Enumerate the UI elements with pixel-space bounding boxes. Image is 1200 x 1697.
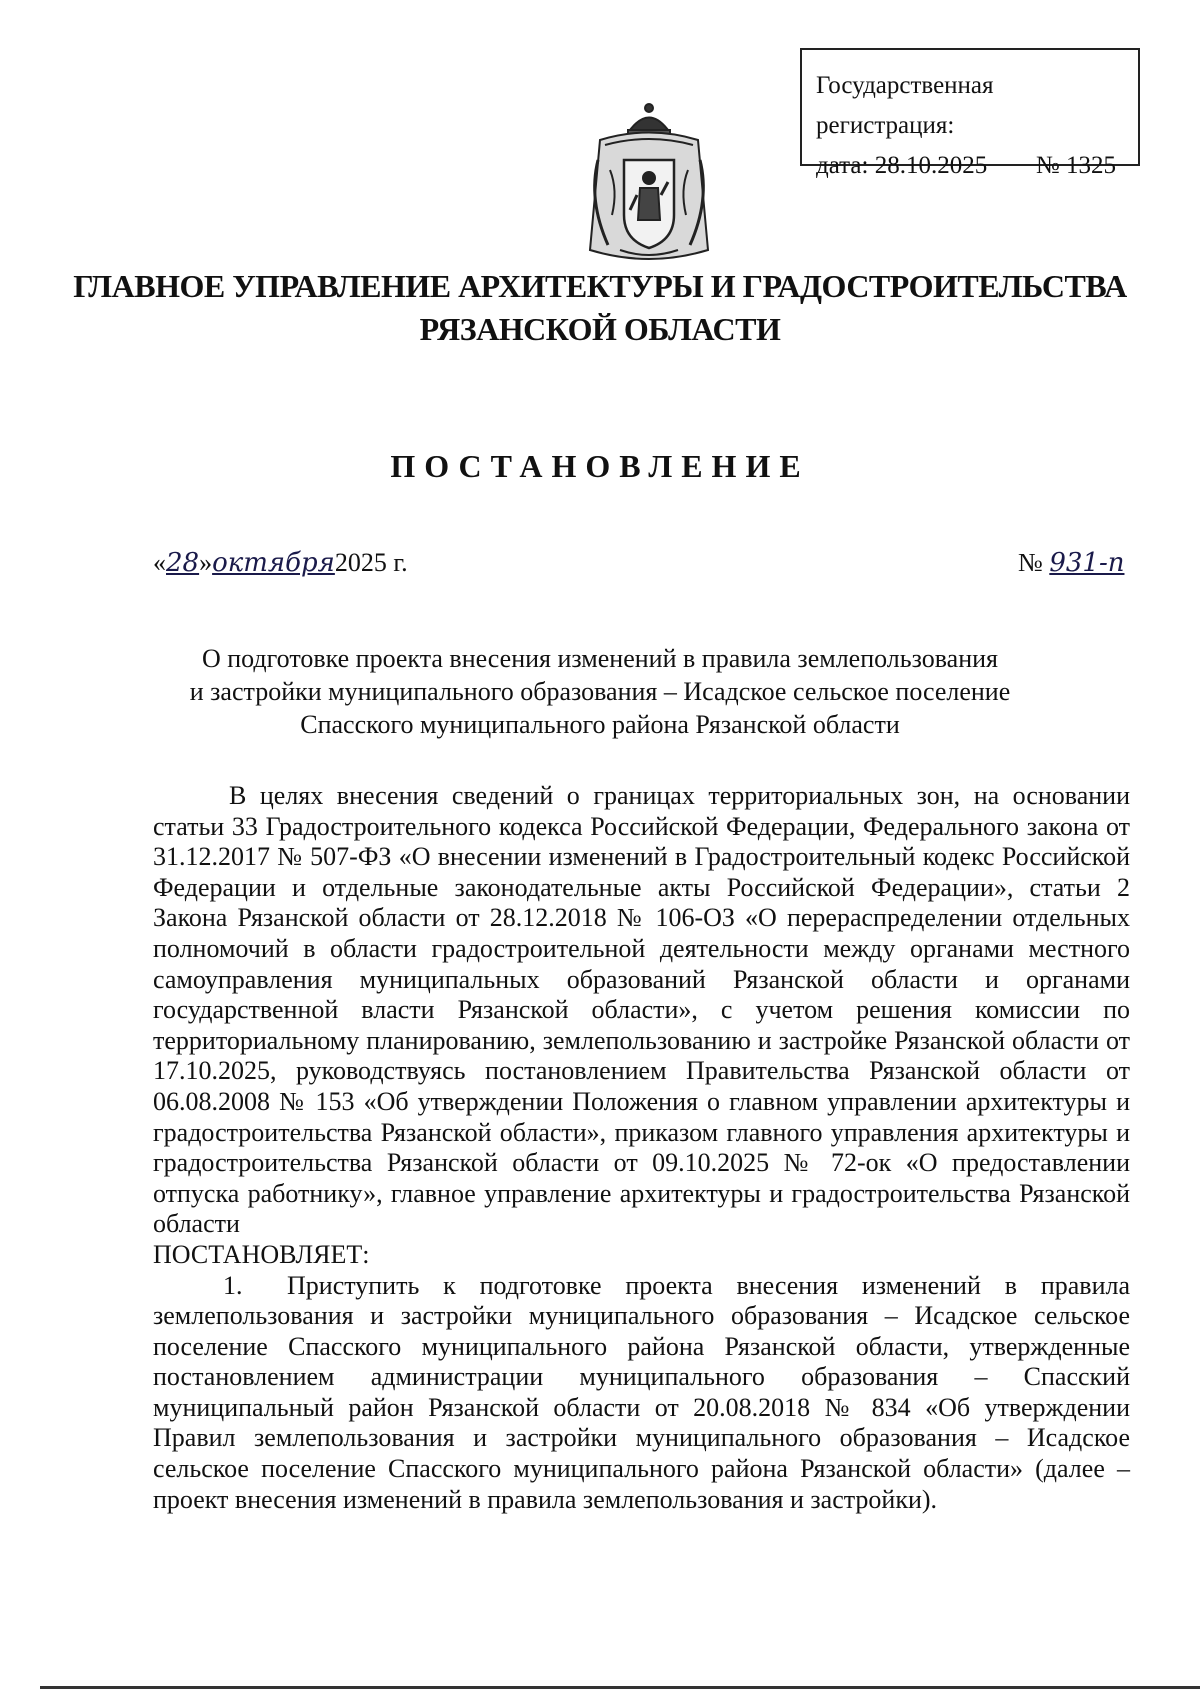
date-day: 28	[166, 548, 200, 578]
document-type: ПОСТАНОВЛЕНИЕ	[390, 448, 810, 484]
document-body	[153, 781, 1130, 1515]
subject-line-2: и застройки муниципального образования – Исадское сельское поселение	[189, 677, 1011, 706]
ryazan-coat-of-arms-icon	[580, 100, 718, 270]
agency-name	[0, 265, 1200, 351]
list-item	[153, 1271, 1130, 1516]
registration-details	[816, 146, 1116, 186]
registration-stamp	[800, 48, 1140, 179]
item-text: Приступить к подготовке проекта внесения изменений в правила землепользования и застройки муниципального образования – Исадское сельское поселение Спасского муниципального района Рязанской области, утвержденные постановлением администрации муниципального образования – Спасский муниципальный район Рязанской области от 20.08.2018 № 834 «Об утверждении Правил землепользования и застройки муниципального образования – Исадское сельское поселение Спасского муниципального района Рязанской области» (далее – проект внесения изменений в правила землепользования и застройки).	[153, 1270, 1130, 1514]
document-subject	[0, 642, 1200, 741]
page-bottom-divider	[40, 1686, 1200, 1689]
coat-of-arms-graphic	[580, 100, 718, 270]
registration-title: Государственная регистрация:	[816, 72, 994, 139]
registration-number: № 1325	[1035, 152, 1116, 179]
subject-line-3: Спасского муниципального района Рязанской области	[300, 710, 900, 739]
agency-name-line-1: ГЛАВНОЕ УПРАВЛЕНИЕ АРХИТЕКТУРЫ И ГРАДОСТРОИТЕЛЬСТВА	[73, 268, 1127, 304]
agency-name-line-2: РЯЗАНСКОЙ ОБЛАСТИ	[419, 311, 781, 347]
date-month: октября	[212, 548, 335, 578]
item-number: 1.	[223, 1270, 243, 1300]
date-open-quote: «	[153, 548, 166, 577]
subject-line-1: О подготовке проекта внесения изменений в правила землепользования	[201, 644, 998, 673]
date-year: 2025 г.	[334, 548, 408, 577]
decree-word: ПОСТАНОВЛЯЕТ:	[153, 1239, 370, 1269]
document-number	[1018, 548, 1124, 578]
number-value: 931-п	[1049, 548, 1125, 578]
preamble-paragraph: В целях внесения сведений о границах территориальных зон, на основании статьи 33 Градостроительного кодекса Российской Федерации, Федерального закона от 31.12.2017 № 507-ФЗ «О внесении изменений в Градостроительный кодекс Российской Федерации и отдельные законодательные акты Российской Федерации», статьи 2 Закона Рязанской области от 28.12.2018 № 106-ОЗ «О перераспределении отдельных полномочий в области градостроительной деятельности между органами местного самоуправления муниципальных образований Рязанской области и органами государственной власти Рязанской области», с учетом решения комиссии по территориальному планированию, землепользованию и застройке Рязанской области от 17.10.2025, руководствуясь постановлением Правительства Рязанской области от 06.08.2008 № 153 «Об утверждении Положения о главном управлении архитектуры и градостроительства Рязанской области», приказом главного управления архитектуры и градостроительства Рязанской области от 09.10.2025 № 72-ок «О предоставлении отпуска работнику», главное управление архитектуры и градостроительства Рязанской области	[153, 781, 1130, 1239]
date-close-quote: »	[199, 548, 213, 577]
number-prefix: №	[1018, 548, 1043, 577]
registration-date: дата: 28.10.2025	[816, 152, 988, 179]
document-date	[153, 548, 408, 578]
